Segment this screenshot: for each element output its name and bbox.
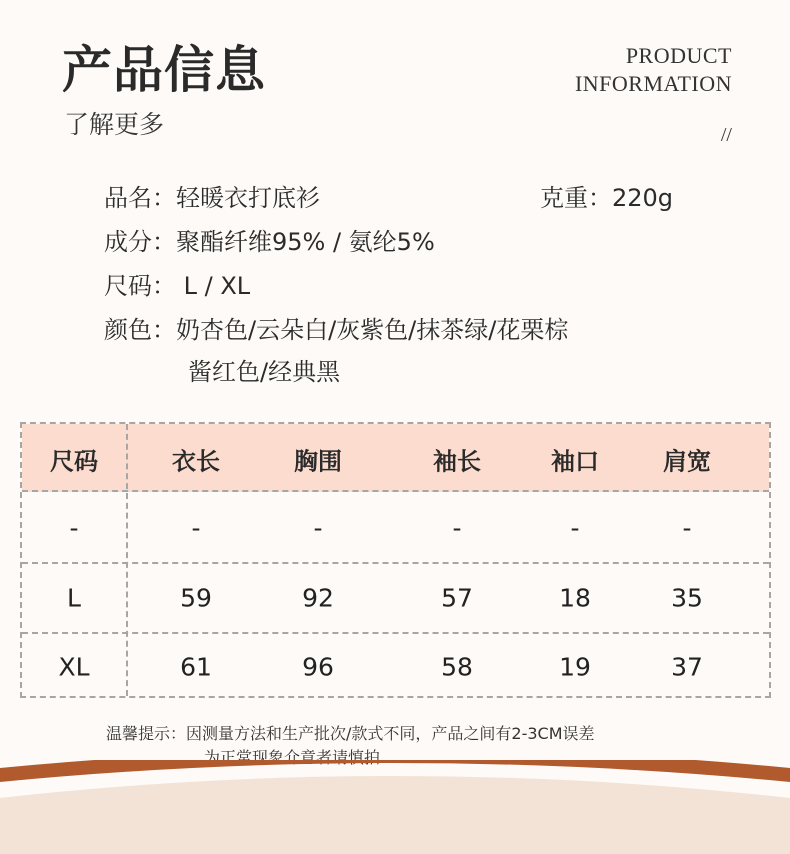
- table-cell: 61: [180, 652, 212, 682]
- table-cell: L: [67, 583, 81, 613]
- table-cell: XL: [58, 652, 90, 682]
- decorative-slashes: //: [720, 124, 732, 146]
- header-length: 衣长: [172, 447, 220, 476]
- table-cell: 58: [441, 652, 473, 682]
- header-sleeve-length: 袖长: [433, 447, 481, 476]
- table-cell: 19: [559, 652, 591, 682]
- product-size: 尺码： L / XL: [104, 272, 251, 300]
- table-cell: -: [313, 513, 323, 543]
- table-cell: 96: [302, 652, 334, 682]
- english-title: [575, 42, 732, 98]
- table-cell: 57: [441, 583, 473, 613]
- header-shoulder: 肩宽: [663, 447, 711, 476]
- page-subtitle: 了解更多: [64, 110, 165, 139]
- table-cell: -: [570, 513, 580, 543]
- table-cell: -: [452, 513, 462, 543]
- english-title-line1: PRODUCT: [625, 43, 732, 68]
- table-cell: 18: [559, 583, 591, 613]
- header-size: 尺码: [50, 447, 98, 476]
- english-title-line2: INFORMATION: [574, 71, 732, 96]
- product-colors-continued: 酱红色/经典黑: [188, 358, 341, 386]
- note-line1: 温馨提示：因测量方法和生产批次/款式不同，产品之间有2-3CM误差: [106, 724, 595, 743]
- product-weight: 克重：220g: [540, 184, 674, 212]
- header-cuff: 袖口: [551, 447, 599, 476]
- page-title: 产品信息: [62, 40, 266, 99]
- header-chest: 胸围: [294, 447, 342, 476]
- size-table: [20, 422, 771, 698]
- wave-cream-fill: [0, 776, 790, 854]
- product-name: 品名：轻暖衣打底衫: [104, 184, 320, 212]
- table-cell: 59: [180, 583, 212, 613]
- note-line2: 为正常现象介意者请慎拍: [204, 748, 381, 767]
- product-colors: 颜色：奶杏色/云朵白/灰紫色/抹茶绿/花栗棕: [104, 316, 569, 344]
- decorative-wave: [0, 760, 790, 854]
- table-cell: 35: [671, 583, 703, 613]
- row-divider: [22, 562, 769, 564]
- table-cell: -: [682, 513, 692, 543]
- row-divider: [22, 632, 769, 634]
- product-composition: 成分：聚酯纤维95% / 氨纶5%: [104, 228, 435, 256]
- table-cell: -: [69, 513, 79, 543]
- table-cell: 37: [671, 652, 703, 682]
- column-divider: [126, 424, 128, 696]
- table-cell: 92: [302, 583, 334, 613]
- table-cell: -: [191, 513, 201, 543]
- table-header: [22, 424, 769, 492]
